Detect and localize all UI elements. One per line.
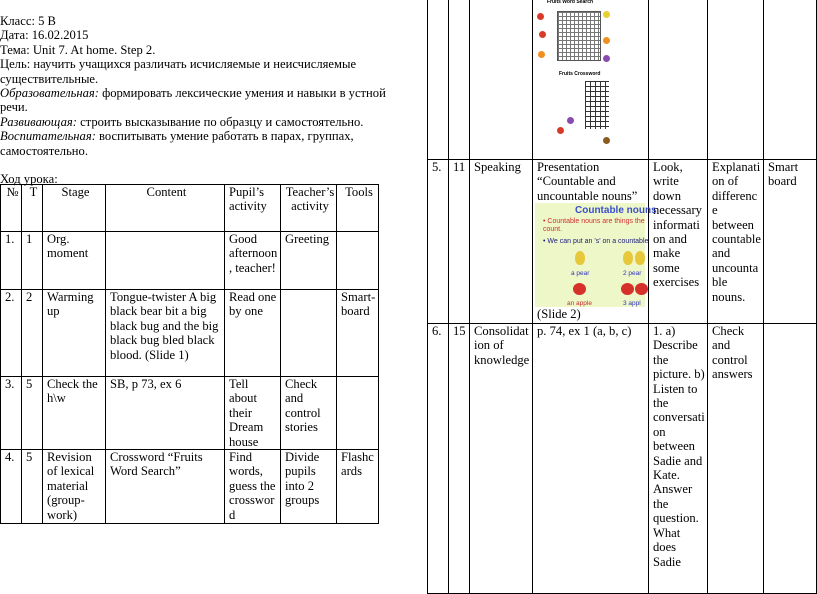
row-teacher-activity: Check and control stories: [281, 377, 337, 450]
pear-icon: [635, 251, 645, 265]
table-row: [1, 290, 379, 377]
row-num: 2.: [1, 290, 22, 377]
fruits-worksheet-image: [535, 0, 613, 149]
label-2-pears: 2 pear: [623, 270, 642, 278]
fruit-icon: [537, 13, 544, 20]
row-tools: Flashcards: [337, 450, 379, 524]
wordsearch-grid: [557, 11, 601, 61]
row-num: 1.: [1, 232, 22, 290]
crossword-grid: [585, 81, 609, 129]
header-pupil-activity: Pupil’s activity: [225, 185, 281, 232]
date-line: Дата: 16.02.2015: [0, 28, 89, 43]
lesson-table-left: [0, 184, 379, 524]
apple-icon: [573, 283, 586, 295]
row-num: 6.: [428, 324, 449, 594]
row-time: 1: [22, 232, 43, 290]
table-row: [1, 377, 379, 450]
row-content: Tongue-twister A big black bear bit a big black bug and the big black bug bled black blood. (Slide 1): [106, 290, 225, 377]
header-num: №: [1, 185, 22, 232]
worksheet-cell: [533, 0, 649, 160]
row-stage: Revision of lexical material (group-work): [43, 450, 106, 524]
header-time: T: [22, 185, 43, 232]
upbringing-text: воспитывать умение работать в парах, группах, самостоятельно.: [0, 129, 354, 158]
apple-icon: [635, 283, 648, 295]
table-row: [428, 160, 817, 324]
row-teacher-activity: Explanation of difference between countable and uncountable nouns.: [708, 160, 764, 324]
row-stage: Speaking: [470, 160, 533, 324]
lesson-header: [0, 14, 395, 186]
class-line: Класс: 5 В: [0, 14, 56, 28]
header-stage: Stage: [43, 185, 106, 232]
worksheet-title-wordsearch: Fruits Word Search: [547, 0, 594, 5]
row-num: 4.: [1, 450, 22, 524]
table-row: [1, 450, 379, 524]
row-teacher-activity: Divide pupils into 2 groups: [281, 450, 337, 524]
row-tools: [764, 324, 817, 594]
developing-goal: [0, 115, 395, 129]
label-an-apple: an apple: [567, 300, 592, 308]
table-row: [1, 232, 379, 290]
label-a-pear: a pear: [571, 270, 590, 278]
developing-text: строить высказывание по образцу и самостоятельно.: [76, 114, 364, 129]
apple-icon: [621, 283, 634, 295]
row-time: 5: [22, 377, 43, 450]
pear-icon: [623, 251, 633, 265]
table-row: [428, 324, 817, 594]
row-pupil-activity: 1. a) Describe the picture. b) Listen to the conversation between Sadie and Kate. Answer the question. What does Sadie: [649, 324, 708, 594]
header-content: Content: [106, 185, 225, 232]
row-time: 15: [449, 324, 470, 594]
upbringing-goal: [0, 129, 395, 158]
lesson-table-right: [427, 0, 817, 594]
fruit-icon: [603, 137, 610, 144]
developing-label: Развивающая:: [0, 114, 77, 129]
row-tools: Smart board: [764, 160, 817, 324]
header-tools: Tools: [337, 185, 379, 232]
row-stage: Check the h\w: [43, 377, 106, 450]
fruit-icon: [603, 11, 610, 18]
goal-line: Цель: научить учащихся различать исчисляемые и неисчисляемые существительные.: [0, 57, 357, 86]
fruit-icon: [538, 51, 545, 58]
row-pupil-activity: Tell about their Dream house: [225, 377, 281, 450]
slide-caption: (Slide 2): [537, 307, 581, 322]
worksheet-title-crossword: Fruits Crossword: [559, 71, 601, 77]
slide-title: Countable nouns: [575, 205, 657, 217]
course-title: Ход урока:: [0, 172, 58, 187]
row-content: Crossword “Fruits Word Search”: [106, 450, 225, 524]
topic-line: Тема: Unit 7. At home. Step 2.: [0, 42, 156, 57]
slide-2-image: [535, 203, 657, 308]
row-pupil-activity: Look, write down necessary information and make some exercises: [649, 160, 708, 324]
row-content: p. 74, ex 1 (a, b, c): [533, 324, 649, 594]
fruit-icon: [557, 127, 564, 134]
presentation-title: Presentation “Countable and uncountable nouns”: [537, 160, 638, 203]
header-row: [1, 185, 379, 232]
row-content: SB, p 73, ex 6: [106, 377, 225, 450]
fruit-icon: [603, 55, 610, 62]
row-num: 3.: [1, 377, 22, 450]
row-teacher-activity: Greeting: [281, 232, 337, 290]
header-teacher-activity: Teacher’s activity: [281, 185, 337, 232]
row-stage: Warming up: [43, 290, 106, 377]
fruit-icon: [567, 117, 574, 124]
row-tools: Smart-board: [337, 290, 379, 377]
row-num: 5.: [428, 160, 449, 324]
educational-goal: [0, 86, 395, 115]
row-teacher-activity: [281, 290, 337, 377]
row-content: [106, 232, 225, 290]
row-pupil-activity: Find words, guess the crossword: [225, 450, 281, 524]
fruit-icon: [539, 31, 546, 38]
row-stage: Org. moment: [43, 232, 106, 290]
row-teacher-activity: Check and control answers: [708, 324, 764, 594]
row-stage: Consolidation of knowledge: [470, 324, 533, 594]
row-pupil-activity: Read one by one: [225, 290, 281, 377]
row-pupil-activity: Good afternoon, teacher!: [225, 232, 281, 290]
row-tools: [337, 232, 379, 290]
educational-text: формировать лексические умения и навыки в устной речи.: [0, 86, 386, 115]
fruit-icon: [603, 37, 610, 44]
table-row: [428, 0, 817, 160]
upbringing-label: Воспитательная:: [0, 129, 96, 144]
row-time: 11: [449, 160, 470, 324]
educational-label: Образовательная:: [0, 86, 99, 101]
slide-bullet-2: • We can put an 's' on a countable: [543, 238, 649, 246]
slide-bullet-1: • Countable nouns are things the count.: [543, 218, 645, 234]
row-time: 5: [22, 450, 43, 524]
pear-icon: [575, 251, 585, 265]
label-3-apples: 3 appl: [623, 300, 641, 308]
row-time: 2: [22, 290, 43, 377]
row-tools: [337, 377, 379, 450]
row-content: [533, 160, 657, 324]
